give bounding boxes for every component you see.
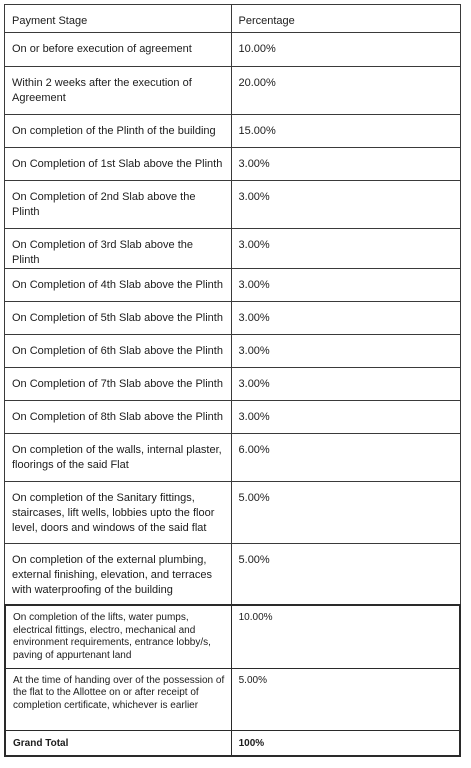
table-row <box>5 368 461 401</box>
stage-cell: On Completion of 7th Slab above the Plinth <box>5 368 232 401</box>
table-row <box>5 605 460 668</box>
stage-cell: Within 2 weeks after the execution of Agreement <box>5 67 232 115</box>
stage-cell: On completion of the Sanitary fittings, staircases, lift wells, lobbies upto the floor level, doors and windows of the said flat <box>5 482 232 544</box>
stage-cell: On or before execution of agreement <box>5 33 232 67</box>
table-row <box>5 115 461 148</box>
table-row <box>5 434 461 482</box>
stage-cell: On Completion of 2nd Slab above the Plinth <box>5 181 232 229</box>
percentage-cell: 3.00% <box>231 302 460 335</box>
percentage-cell: 5.00% <box>231 544 460 606</box>
percentage-cell: 5.00% <box>231 668 460 730</box>
table-header-row <box>5 5 461 33</box>
percentage-cell: 3.00% <box>231 401 460 434</box>
table-row <box>5 668 460 730</box>
stage-cell: On Completion of 1st Slab above the Plinth <box>5 148 232 181</box>
table-row <box>5 67 461 115</box>
percentage-cell: 3.00% <box>231 368 460 401</box>
table-row <box>5 302 461 335</box>
stage-cell: On Completion of 3rd Slab above the Plinth <box>5 229 232 269</box>
table-row <box>5 229 461 269</box>
percentage-cell: 20.00% <box>231 67 460 115</box>
percentage-cell: 3.00% <box>231 229 460 269</box>
percentage-cell: 10.00% <box>231 33 460 67</box>
percentage-cell: 3.00% <box>231 148 460 181</box>
stage-cell: On completion of the lifts, water pumps, electrical fittings, electro, mechanical and environment requirements, entrance lobby/s, paving of appurtenant land <box>5 605 231 668</box>
header-cell-stage: Payment Stage <box>5 5 232 33</box>
stage-cell: On Completion of 8th Slab above the Plinth <box>5 401 232 434</box>
stage-cell: On completion of the external plumbing, external finishing, elevation, and terraces with waterproofing of the building <box>5 544 232 606</box>
stage-cell: On Completion of 5th Slab above the Plinth <box>5 302 232 335</box>
percentage-cell: 15.00% <box>231 115 460 148</box>
stage-cell: On completion of the Plinth of the building <box>5 115 232 148</box>
stage-cell: At the time of handing over of the possession of the flat to the Allottee on or after receipt of completion certificate, whichever is earlier <box>5 668 231 730</box>
table-row <box>5 181 461 229</box>
table-row <box>5 269 461 302</box>
percentage-cell: 3.00% <box>231 269 460 302</box>
table-row <box>5 33 461 67</box>
grand-total-value: 100% <box>231 730 460 756</box>
percentage-cell: 10.00% <box>231 605 460 668</box>
grand-total-label: Grand Total <box>5 730 231 756</box>
table-row <box>5 335 461 368</box>
percentage-cell: 3.00% <box>231 335 460 368</box>
header-cell-percentage: Percentage <box>231 5 460 33</box>
percentage-cell: 3.00% <box>231 181 460 229</box>
percentage-cell: 6.00% <box>231 434 460 482</box>
payment-schedule-table <box>4 4 461 606</box>
table-row <box>5 482 461 544</box>
table-row <box>5 148 461 181</box>
table-row <box>5 401 461 434</box>
table-row <box>5 544 461 606</box>
stage-cell: On Completion of 4th Slab above the Plinth <box>5 269 232 302</box>
percentage-cell: 5.00% <box>231 482 460 544</box>
stage-cell: On completion of the walls, internal plaster, floorings of the said Flat <box>5 434 232 482</box>
payment-schedule-continuation-table <box>4 604 461 757</box>
grand-total-row <box>5 730 460 756</box>
stage-cell: On Completion of 6th Slab above the Plinth <box>5 335 232 368</box>
